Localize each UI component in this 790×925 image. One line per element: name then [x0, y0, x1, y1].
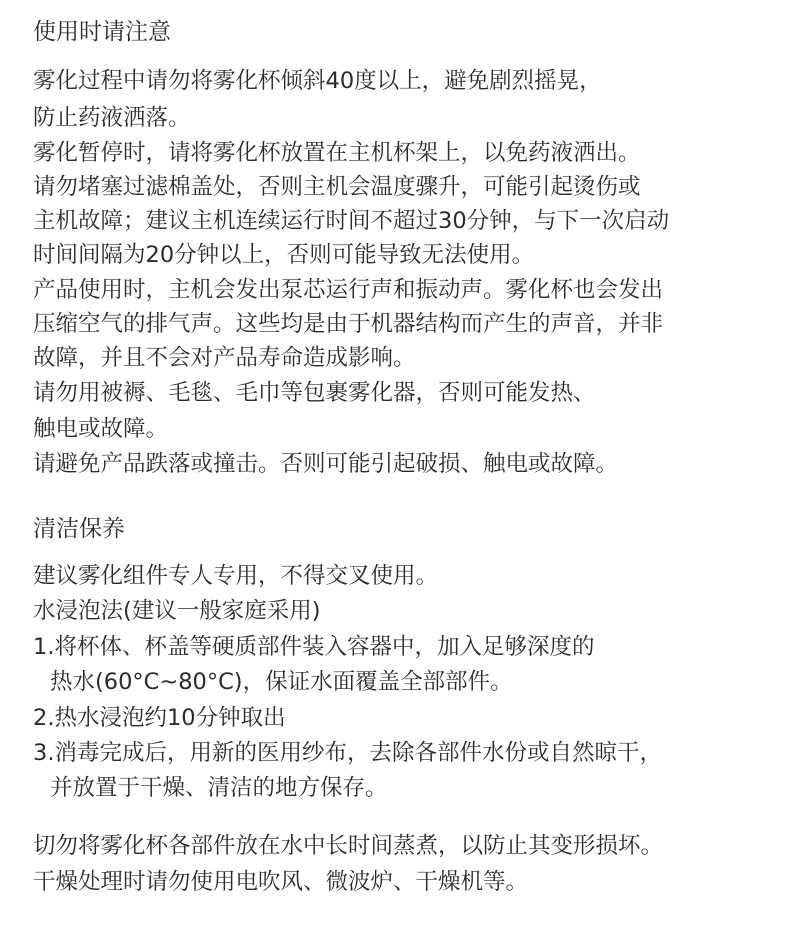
warning-text-line: 切勿将雾化杯各部件放在水中长时间蒸煮，以防止其变形损坏。 [33, 833, 664, 859]
usage-text-line: 产品使用时，主机会发出泵芯运行声和振动声。雾化杯也会发出 [33, 277, 664, 303]
usage-text-line: 主机故障；建议主机连续运行时间不超过30分钟，与下一次启动 [33, 208, 670, 234]
usage-text-line: 请勿用被褥、毛毯、毛巾等包裹雾化器，否则可能发热、 [33, 380, 596, 406]
usage-text-line: 触电或故障。 [33, 416, 169, 442]
usage-text-line: 时间间隔为20分钟以上，否则可能导致无法使用。 [33, 242, 535, 268]
cleaning-heading: 清洁保养 [33, 516, 125, 542]
cleaning-step-1: 1.将杯体、杯盖等硬质部件装入容器中，加入足够深度的 [33, 634, 595, 660]
cleaning-step-1-continued: 热水(60°C~80°C)，保证水面覆盖全部部件。 [50, 669, 513, 695]
usage-notes-heading: 使用时请注意 [33, 19, 171, 45]
usage-text-line: 请避免产品跌落或撞击。否则可能引起破损、触电或故障。 [33, 451, 619, 477]
cleaning-text-line: 水浸泡法(建议一般家庭采用) [33, 598, 321, 624]
usage-text-line: 防止药液洒落。 [33, 105, 191, 131]
cleaning-step-3: 3.消毒完成后，用新的医用纱布，去除各部件水份或自然晾干， [33, 740, 662, 766]
warning-text-line: 干燥处理时请勿使用电吹风、微波炉、干燥机等。 [33, 869, 529, 895]
usage-text-line: 雾化暂停时，请将雾化杯放置在主机杯架上，以免药液洒出。 [33, 140, 641, 166]
cleaning-step-2: 2.热水浸泡约10分钟取出 [33, 705, 286, 731]
usage-text-line: 压缩空气的排气声。这些均是由于机器结构而产生的声音，并非 [33, 311, 664, 337]
usage-text-line: 请勿堵塞过滤棉盖处，否则主机会温度骤升，可能引起烫伤或 [33, 174, 641, 200]
usage-text-line: 雾化过程中请勿将雾化杯倾斜40度以上，避免剧烈摇晃， [33, 68, 602, 94]
cleaning-step-3-continued: 并放置于干燥、清洁的地方保存。 [50, 775, 388, 801]
cleaning-text-line: 建议雾化组件专人专用，不得交叉使用。 [33, 563, 439, 589]
usage-text-line: 故障，并且不会对产品寿命造成影响。 [33, 345, 416, 371]
